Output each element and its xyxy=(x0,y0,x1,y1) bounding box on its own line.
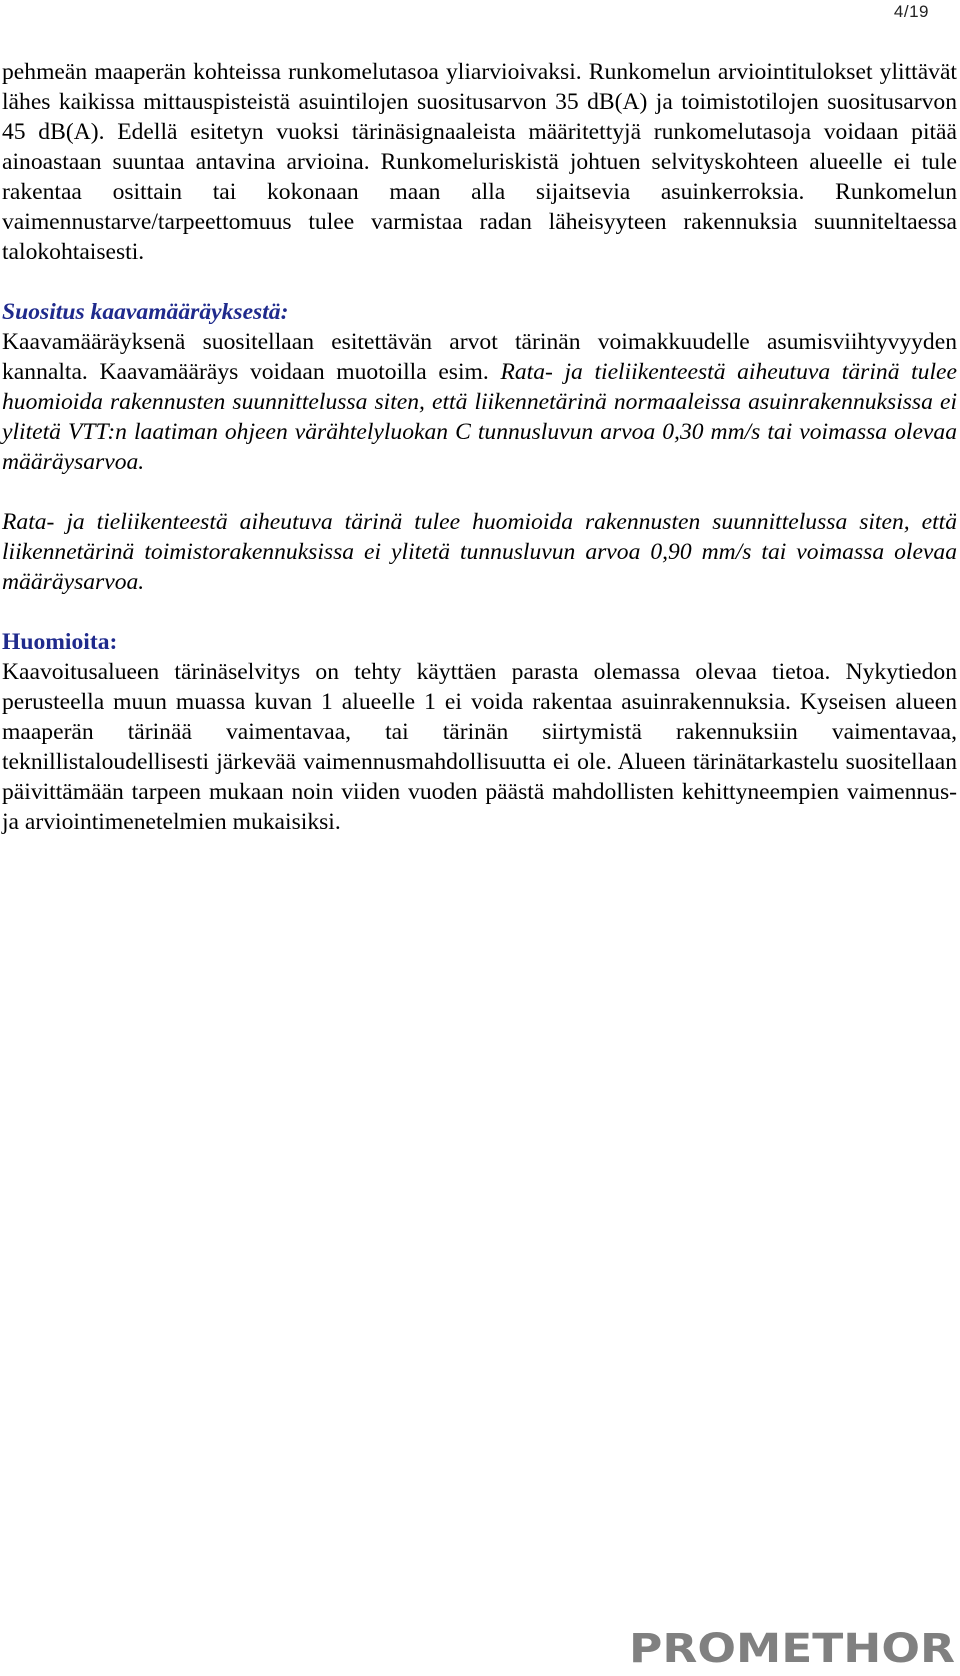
recommendation-text: Kaavamääräyksenä suositellaan esitettävän arvot tärinän voimakkuudelle asumisviihtyvyyden kannalta. Kaavamääräys voidaan muotoilla esim. xyxy=(2,329,957,385)
notes-paragraph: Kaavoitusalueen tärinäselvitys on tehty käyttäen parasta olemassa olevaa tietoa. Nykytiedon perusteella muun muassa kuvan 1 alueelle 1 ei voida rakentaa asuinrakennuksia. Kyseisen alueen maaperän tärinää vaimentavaa, tai tärinän siirtymistä rakennuksiin vaimentavaa, teknillistaloudellisesti järkevää vaimennusmahdollisuutta ei ole. Alueen tärinätarkastelu suositellaan päivittämään tarpeen mukaan noin viiden vuoden päästä mahdollisten kehittyneempien vaimennus- ja arviointimenetelmien mukaisiksi. xyxy=(2,659,957,835)
office-recommendation-paragraph: Rata- ja tieliikenteestä aiheutuva tärinä tulee huomioida rakennusten suunnittelussa siten, että liikennetärinä toimistorakennuksissa ei ylitetä tunnusluvun arvoa 0,90 mm/s tai voimassa olevaa määräysarvoa. xyxy=(2,509,957,595)
page-number: 4/19 xyxy=(893,2,929,21)
promethor-logo xyxy=(628,1624,958,1668)
recommendation-heading: Suositus kaavamääräyksestä: xyxy=(2,299,289,325)
notes-heading: Huomioita: xyxy=(2,629,118,655)
logo-wordmark: PROMETHOR xyxy=(629,1626,955,1668)
intro-paragraph: pehmeän maaperän kohteissa runkomelutasoa yliarvioivaksi. Runkomelun arviointitulokset ylittävät lähes kaikissa mittauspisteistä asuintilojen suositusarvon 35 dB(A) ja toimistotilojen suositusarvon 45 dB(A). Edellä esitetyn vuoksi tärinäsignaaleista määritettyjä runkomelutasoja voidaan pitää ainoastaan suuntaa antavina arvioina. Runkomeluriskistä johtuen selvityskohteen alueelle ei tule rakentaa osittain tai kokonaan maan alla sijaitsevia asuinkerroksia. Runkomelun vaimennustarve/tarpeettomuus tulee varmistaa radan läheisyyteen rakennuksia suunniteltaessa talokohtaisesti. xyxy=(2,59,957,265)
recommendation-example: Rata- ja tieliikenteestä aiheutuva tärinä tulee huomioida rakennusten suunnittelussa siten, että liikennetärinä normaaleissa asuinrakennuksissa ei ylitetä VTT:n laatiman ohjeen värähtelyluokan C tunnusluvun arvoa 0,30 mm/s tai voimassa olevaa määräysarvoa. xyxy=(2,359,957,475)
recommendation-paragraph xyxy=(2,327,957,477)
promethor-logo-graphic xyxy=(628,1624,958,1668)
document-body xyxy=(2,57,957,837)
